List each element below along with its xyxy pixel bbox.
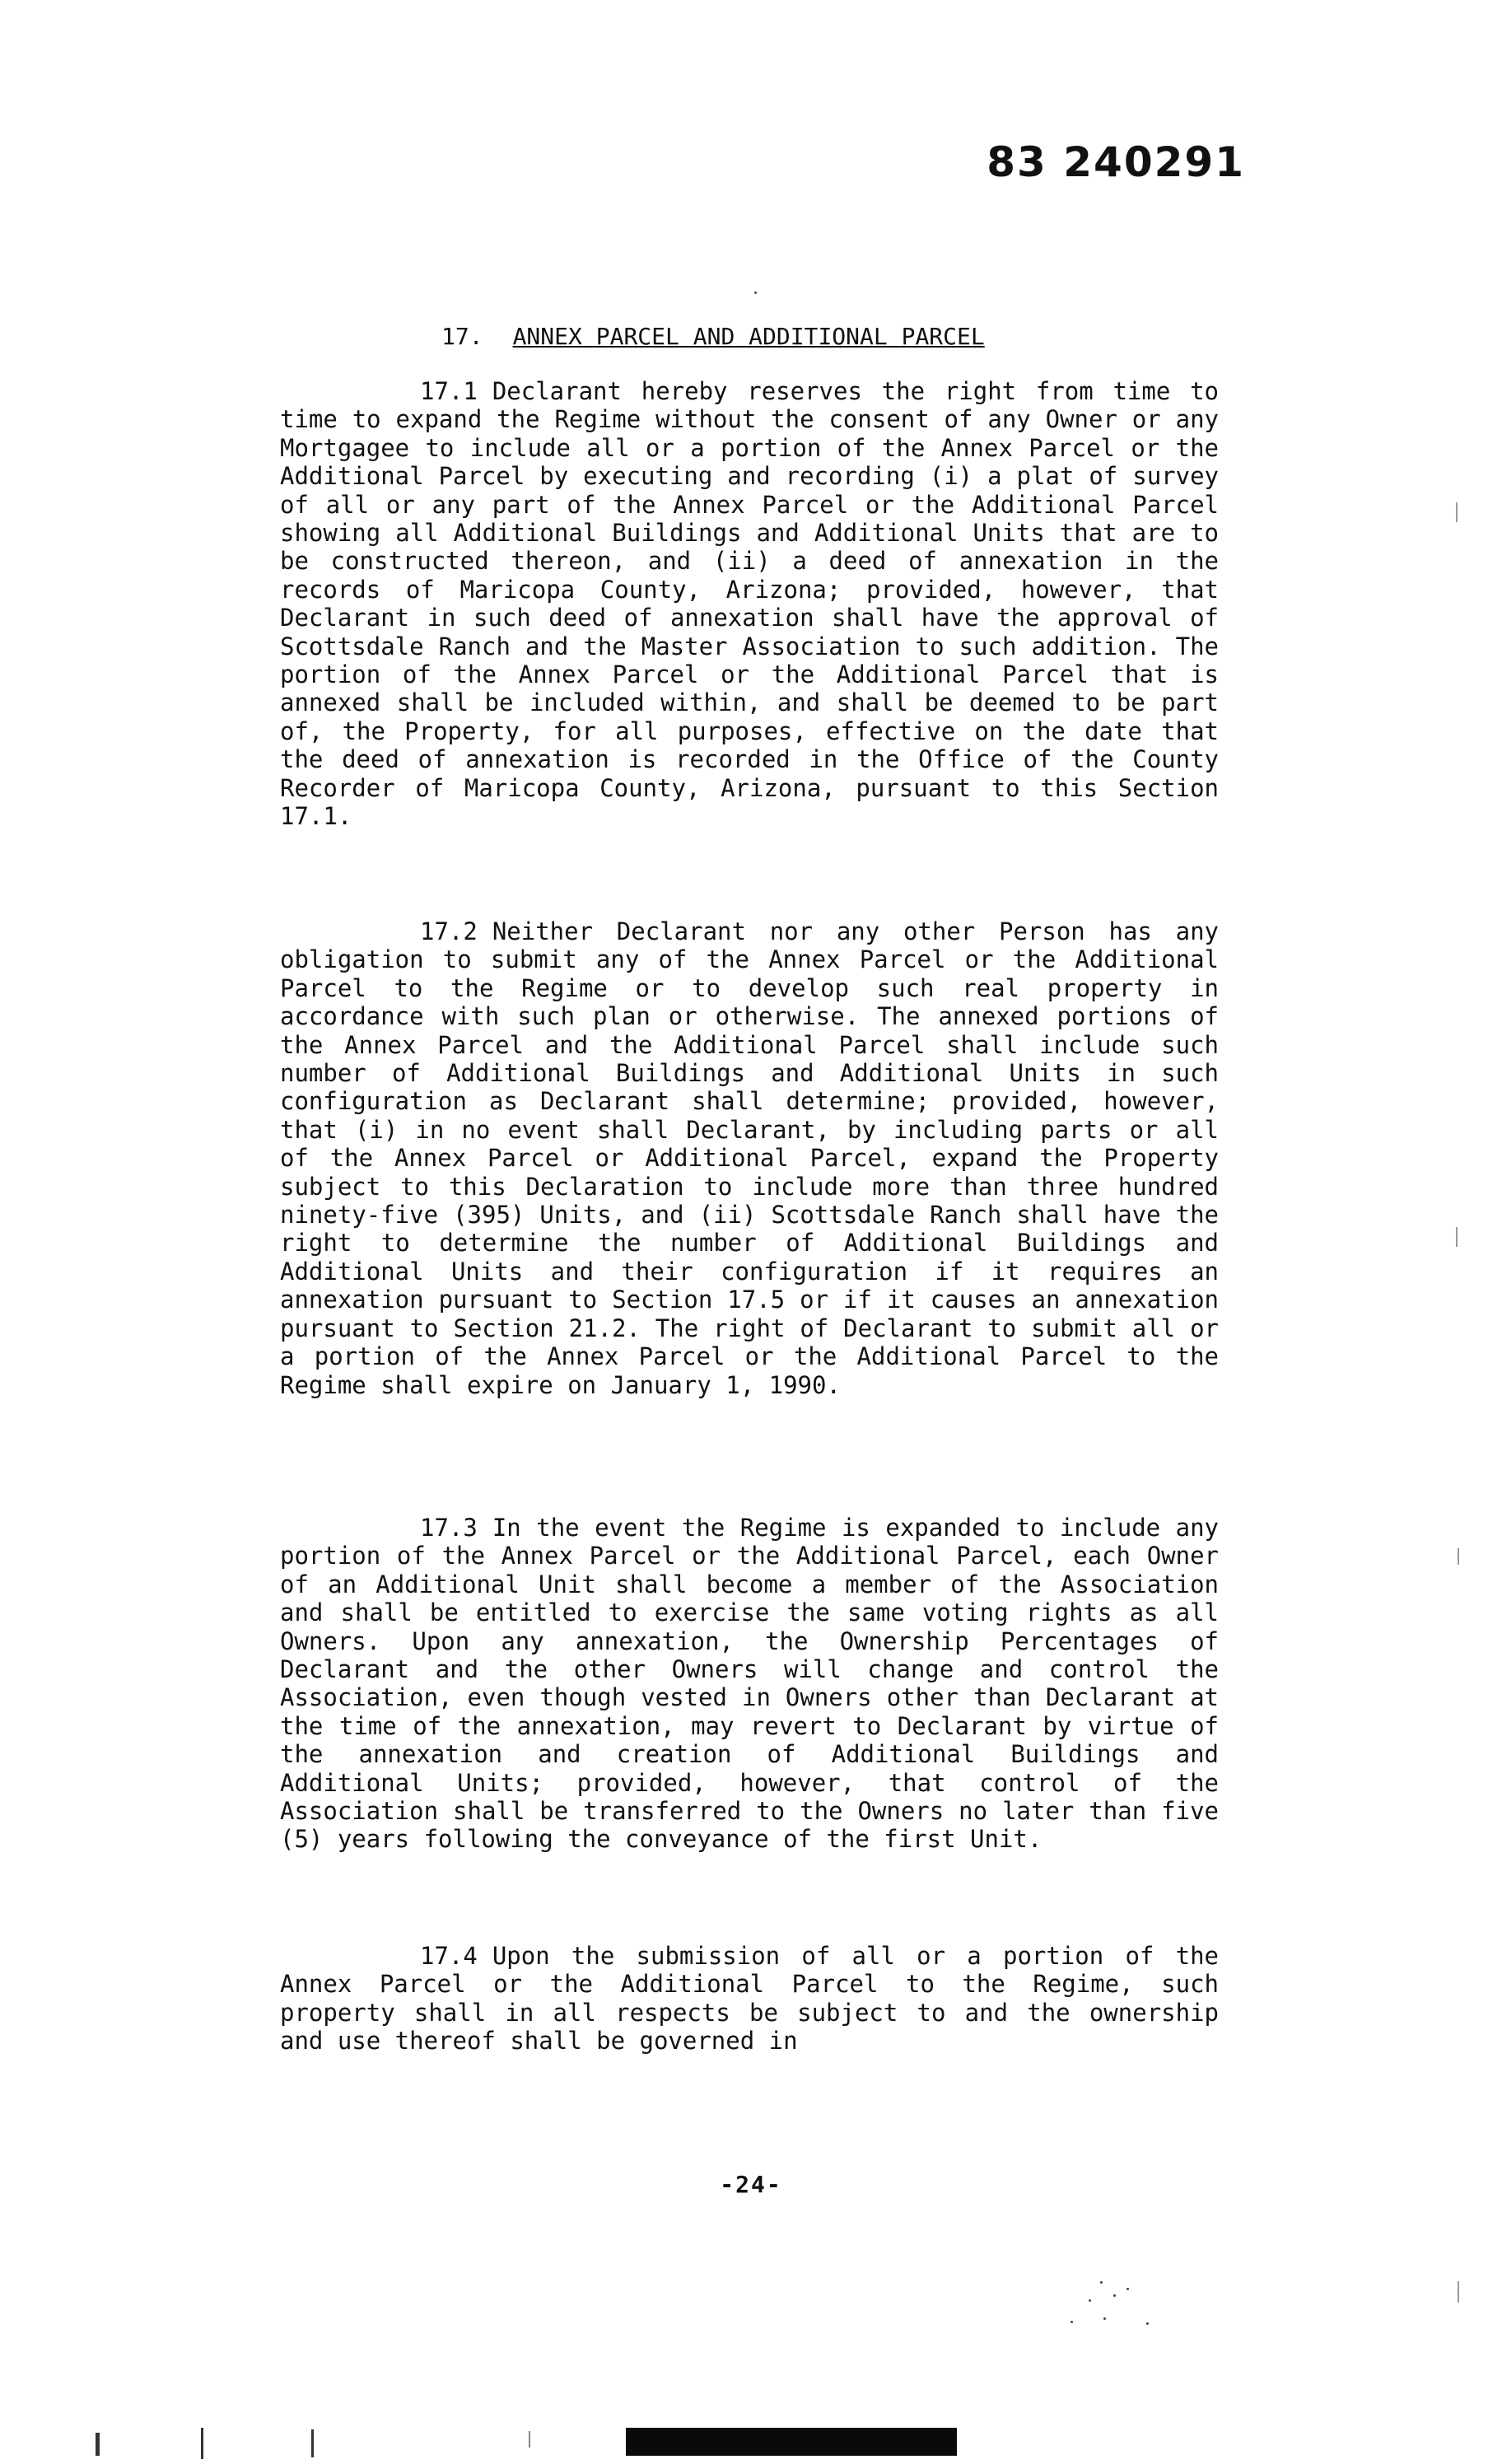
scan-mark [1458,2281,1459,2303]
scan-speck [1146,2322,1149,2325]
paragraph-17-2 [280,917,1219,1399]
scan-mark [1456,1227,1458,1247]
paragraph-number: 17.3 [420,1514,478,1542]
scan-speck [1071,2321,1073,2323]
scan-speck [1100,2281,1103,2284]
section-number: 17. [441,323,483,350]
section-title: ANNEX PARCEL AND ADDITIONAL PARCEL [512,323,985,350]
paragraph-text: Declarant hereby reserves the right from time to time to expand the Regime without the consent of any Owner or any Mortgagee to include all or a portion of the Annex Parcel or the Additional Parcel by executing and recording (i) a plat of survey of all or any part of the Annex Parcel or the Additional Parcel showing all Additional Buildings and Additional Units that are to be constructed thereon, and (ii) a deed of annexation in the records of Maricopa County, Arizona; provided, however, that Declarant in such deed of annexation shall have the approval of Scottsdale Ranch and the Master Association to such addition. The portion of the Annex Parcel or the Additional Parcel that is annexed shall be included within, and shall be deemed to be part of, the Property, for all purposes, effective on the date that the deed of annexation is recorded in the Office of the County Recorder of Maricopa County, Arizona, pursuant to this Section 17.1. [280,377,1219,831]
scan-speck [1089,2299,1091,2302]
paragraph-17-3 [280,1514,1219,1854]
scan-mark [311,2429,314,2457]
paragraph-number: 17.4 [420,1942,478,1970]
scan-speck [1113,2294,1116,2297]
scan-speck [1126,2288,1129,2290]
paragraph-number: 17.1 [420,377,478,405]
paragraph-number: 17.2 [420,917,478,945]
scan-edge-bar [626,2428,957,2456]
page-number: -24- [720,2171,782,2198]
scan-mark [529,2431,530,2448]
scan-mark [201,2428,203,2459]
paragraph-17-4 [280,1942,1219,2056]
scan-speck [754,292,757,294]
paragraph-text: Upon the submission of all or a portion of the Annex Parcel or the Additional Parcel to the Regime, such property shall in all respects be subject to and the ownership and use thereof shall be governed in [280,1942,1219,2056]
document-number: 83 240291 [987,138,1245,186]
scan-mark [1456,502,1458,522]
scan-mark [96,2433,100,2456]
scan-speck [1103,2317,1106,2320]
paragraph-17-1 [280,377,1219,831]
section-heading [441,323,985,350]
paragraph-text: Neither Declarant nor any other Person has any obligation to submit any of the Annex Parcel or the Additional Parcel to the Regime or to develop such real property in accordance with such plan or otherwise. The annexed portions of the Annex Parcel and the Additional Parcel shall include such number of Additional Buildings and Additional Units in such configuration as Declarant shall determine; provided, however, that (i) in no event shall Declarant, by including parts or all of the Annex Parcel or Additional Parcel, expand the Property subject to this Declaration to include more than three hundred ninety-five (395) Units, and (ii) Scottsdale Ranch shall have the right to determine the number of Additional Buildings and Additional Units and their configuration if it requires an annexation pursuant to Section 17.5 or if it causes an annexation pursuant to Section 21.2. The right of Declarant to submit all or a portion of the Annex Parcel or the Additional Parcel to the Regime shall expire on January 1, 1990. [280,917,1219,1399]
scan-mark [1458,1548,1459,1565]
paragraph-text: In the event the Regime is expanded to include any portion of the Annex Parcel or the Additional Parcel, each Owner of an Additional Unit shall become a member of the Association and shall be entitled to exercise the same voting rights as all Owners. Upon any annexation, the Ownership Percentages of Declarant and the other Owners will change and control the Association, even though vested in Owners other than Declarant at the time of the annexation, may revert to Declarant by virtue of the annexation and creation of Additional Buildings and Additional Units; provided, however, that control of the Association shall be transferred to the Owners no later than five (5) years following the conveyance of the first Unit. [280,1514,1219,1854]
